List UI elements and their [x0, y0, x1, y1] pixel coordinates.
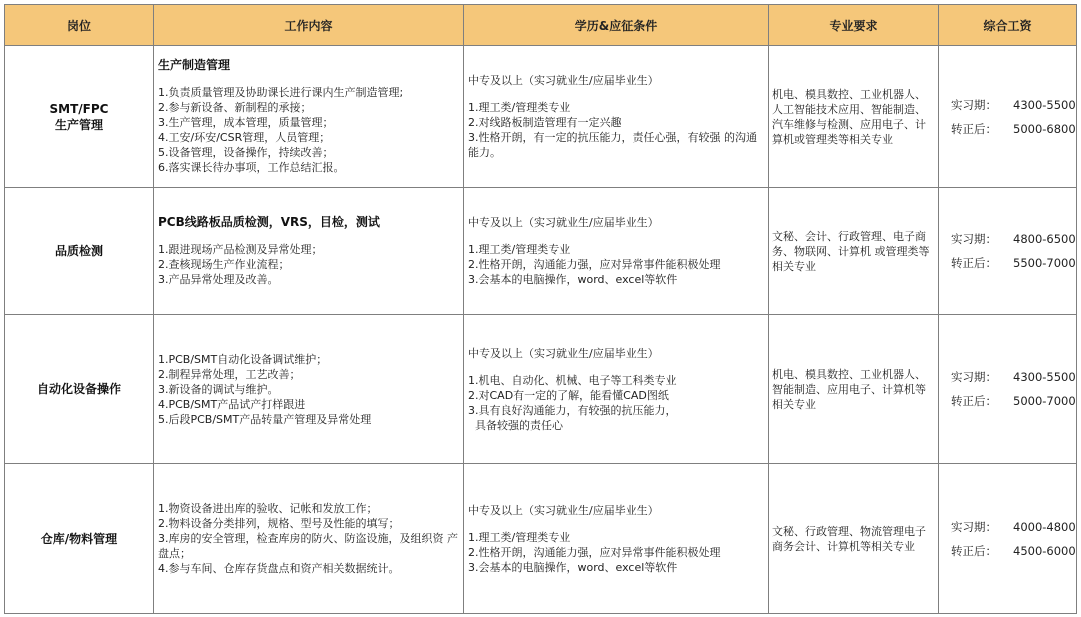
content-item: 3.新设备的调试与维护。 [158, 382, 279, 396]
major-text: 文秘、会计、行政管理、电子商务、物联网、计算机 或管理类等相关专业 [772, 229, 930, 273]
salary-regular-value: 5500-7000 [1013, 256, 1076, 270]
education-cell [464, 315, 769, 464]
education-header: 中专及以上（实习就业生/应届毕业生） [468, 74, 659, 87]
salary-intern [951, 97, 1076, 113]
salary-intern [951, 231, 1076, 247]
content-item: 6.落实课长待办事项，工作总结汇报。 [158, 161, 345, 174]
salary-regular-label: 转正后： [951, 121, 997, 136]
content-item: 1.负责质量管理及协助课长进行课内生产制造管理; [158, 86, 404, 99]
education-item: 3.会基本的电脑操作，word、excel等软件 [468, 560, 678, 574]
salary-regular-label: 转正后： [951, 394, 997, 408]
salary-regular [951, 121, 1076, 137]
education-item: 3.性格开朗，有一定的抗压能力，责任心强，有较强 的沟通能力。 [468, 131, 757, 159]
table-row [5, 46, 1077, 188]
content-title: 生产制造管理 [158, 58, 231, 72]
content-item: 1.跟进现场产品检测及异常处理； [158, 243, 323, 256]
content-cell [154, 315, 464, 464]
education-header: 中专及以上（实习就业生/应届毕业生） [468, 346, 659, 360]
salary-regular [951, 543, 1076, 559]
table-row [5, 188, 1077, 315]
content-item: 3.产品异常处理及改善。 [158, 273, 279, 286]
education-item: 2.对CAD有一定的了解，能看懂CAD图纸 [468, 388, 669, 402]
major-cell [769, 46, 939, 188]
salary-cell [939, 315, 1077, 464]
education-header: 中专及以上（实习就业生/应届毕业生） [468, 503, 659, 517]
major-text: 机电、模具数控、工业机器人、智能制造、应用电子、计算机等相关专业 [772, 367, 926, 411]
salary-cell [939, 46, 1077, 188]
education-item: 1.理工类/管理类专业 [468, 243, 571, 256]
header-content: 工作内容 [154, 5, 464, 46]
position-label: SMT/FPC [49, 101, 109, 116]
salary-intern-label: 实习期： [951, 370, 997, 384]
header-row [5, 5, 1077, 46]
education-cell [464, 188, 769, 315]
salary-cell [939, 464, 1077, 614]
salary-intern-label: 实习期： [951, 232, 997, 246]
position-label: 仓库/物料管理 [40, 531, 118, 546]
education-item: 2.对线路板制造管理有一定兴趣 [468, 116, 622, 129]
salary-intern-label: 实习期： [951, 97, 997, 112]
content-cell [154, 188, 464, 315]
header-major: 专业要求 [769, 5, 939, 46]
content-item: 3.库房的安全管理，检查库房的防火、防盗设施，及组织资 产盘点； [158, 532, 458, 560]
education-item: 2.性格开朗，沟通能力强，应对异常事件能积极处理 [468, 545, 721, 559]
education-item: 1.理工类/管理类专业 [468, 530, 571, 544]
salary-regular-value: 5000-7000 [1013, 394, 1076, 408]
education-cell [464, 46, 769, 188]
major-cell [769, 188, 939, 315]
salary-intern [951, 369, 1076, 385]
content-item: 5.设备管理，设备操作，持续改善； [158, 146, 334, 159]
salary-regular-value: 4500-6000 [1013, 543, 1076, 558]
salary-intern-value: 4800-6500 [1013, 232, 1076, 246]
content-title: PCB线路板品质检测，VRS，目检，测试 [158, 215, 380, 229]
major-text: 机电、模具数控、工业机器人、人工智能技术应用、智能制造、汽车维修与检测、应用电子、计算机或管理类等相关专业 [772, 87, 926, 146]
content-item: 2.参与新设备、新制程的承接； [158, 101, 312, 114]
header-education: 学历&应征条件 [464, 5, 769, 46]
education-item: 1.理工类/管理类专业 [468, 101, 571, 114]
job-table [4, 4, 1077, 614]
content-item: 1.PCB/SMT自动化设备调试维护； [158, 352, 328, 366]
position-cell [5, 46, 154, 188]
position-cell [5, 464, 154, 614]
salary-cell [939, 188, 1077, 315]
salary-intern [951, 519, 1076, 535]
content-cell [154, 46, 464, 188]
salary-intern-label: 实习期： [951, 519, 997, 534]
content-item: 4.PCB/SMT产品试产打样跟进 [158, 397, 306, 411]
salary-regular-value: 5000-6800 [1013, 121, 1076, 136]
content-item: 2.查核现场生产作业流程； [158, 258, 290, 271]
salary-intern-value: 4000-4800 [1013, 519, 1076, 534]
content-item: 4.工安/环安/CSR管理，人员管理； [158, 131, 331, 144]
position-label: 生产管理 [54, 117, 103, 132]
salary-regular [951, 393, 1076, 409]
position-label: 品质检测 [54, 244, 103, 258]
salary-regular-label: 转正后： [951, 543, 997, 558]
education-item: 3.具有良好沟通能力，有较强的抗压能力， [468, 403, 677, 417]
content-item: 5.后段PCB/SMT产品转量产管理及异常处理 [158, 412, 372, 426]
header-position: 岗位 [5, 5, 154, 46]
salary-regular [951, 255, 1076, 271]
table-row [5, 315, 1077, 464]
header-salary: 综合工资 [939, 5, 1077, 46]
table-row [5, 464, 1077, 614]
content-item: 1.物资设备进出库的验收、记帐和发放工作； [158, 502, 378, 515]
content-cell [154, 464, 464, 614]
major-cell [769, 464, 939, 614]
education-item: 2.性格开朗，沟通能力强，应对异常事件能积极处理 [468, 258, 721, 271]
education-item: 3.会基本的电脑操作，word、excel等软件 [468, 273, 678, 286]
content-item: 4.参与车间、仓库存货盘点和资产相关数据统计。 [158, 562, 400, 575]
content-item: 2.制程异常处理，工艺改善； [158, 367, 301, 381]
salary-intern-value: 4300-5500 [1013, 370, 1076, 384]
education-item: 具备较强的责任心 [468, 418, 563, 432]
major-text: 文秘、行政管理、物流管理电子商务会计、计算机等相关专业 [772, 524, 926, 553]
content-item: 3.生产管理，成本管理，质量管理； [158, 116, 334, 129]
salary-intern-value: 4300-5500 [1013, 97, 1076, 112]
content-item: 2.物料设备分类排列，规格、型号及性能的填写； [158, 517, 400, 530]
position-cell [5, 315, 154, 464]
position-label: 自动化设备操作 [36, 382, 121, 396]
salary-regular-label: 转正后： [951, 256, 997, 270]
education-cell [464, 464, 769, 614]
major-cell [769, 315, 939, 464]
position-cell [5, 188, 154, 315]
education-header: 中专及以上（实习就业生/应届毕业生） [468, 216, 659, 229]
education-item: 1.机电、自动化、机械、电子等工科类专业 [468, 373, 677, 387]
